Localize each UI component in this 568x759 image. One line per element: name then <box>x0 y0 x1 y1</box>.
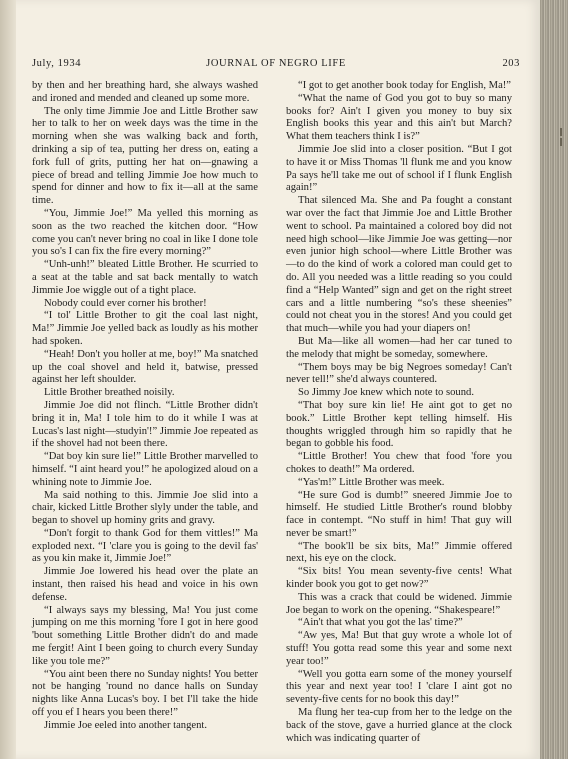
paragraph: “Dat boy kin sure lie!” Little Brother marvelled to himself. “I aint heard you!” he apologized aloud on a whining note to Jimmie Joe. <box>32 451 258 488</box>
paragraph: by then and her breathing hard, she always washed and ironed and mended and cleaned up some more. <box>32 80 258 104</box>
paragraph: “Heah! Don't you holler at me, boy!” Ma snatched up the coal shovel and held it, batwise, pressed against her left shoulder. <box>32 348 259 386</box>
paragraph: This was a crack that could be widened. Jimmie Joe began to work on the opening. “Shakespeare!” <box>286 591 512 616</box>
paragraph: So Jimmy Joe knew which note to sound. <box>298 387 474 399</box>
paragraph: That silenced Ma. She and Pa fought a constant war over the fact that Jimmie Joe and Little Brother went to school. Pa maintained a colored boy did not need high school—like Jimmie Joe was getting—nor even junior high school—where Little Brother was—to do the kind of work a colored man could get to do. All you needed was a little reading so you could find a “Help Wanted” sign and get on the right street cars and a little numbering “so's these sheenies” could not cheat you in the stores! And you could get that much—while you had your diapers on! <box>286 195 512 335</box>
paragraph: “Unh-unh!” bleated Little Brother. He scurried to a seat at the table and sat back mentally to watch Jimmie Joe wiggle out of a tight place. <box>32 259 258 296</box>
paragraph: Jimmie Joe eeled into another tangent. <box>44 719 207 731</box>
header-journal-title: JOURNAL OF NEGRO LIFE <box>206 58 346 69</box>
paragraph: “That boy sure kin lie! He aint got to get no book.” Little Brother kept telling himself. His thoughts wriggled through him so rapidly that he began to gobble his food. <box>286 399 512 450</box>
edge-mark <box>560 138 562 146</box>
header-date: July, 1934 <box>32 58 82 69</box>
paragraph: “Yas'm!” Little Brother was meek. <box>298 476 445 488</box>
paragraph: “Them boys may be big Negroes someday! Can't never tell!” she'd always countered. <box>286 361 512 386</box>
paragraph: Ma said nothing to this. Jimmie Joe slid into a chair, kicked Little Brother slyly under the table, and began to shovel up hominy grits and gravy. <box>32 489 258 527</box>
paragraph: Little Brother breathed noisily. <box>44 387 175 399</box>
paragraph: Nobody could ever corner his brother! <box>44 297 207 309</box>
paragraph: “The book'll be six bits, Ma!” Jimmie offered next, his eye on the clock. <box>286 540 512 565</box>
paragraph: “I got to get another book today for English, Ma!” <box>298 80 511 91</box>
running-header <box>32 58 520 72</box>
paragraph: “Aw yes, Ma! But that guy wrote a whole lot of stuff! You gotta read some this year and some next year too!” <box>286 630 512 667</box>
paragraph: “What the name of God you got to buy so many books for? Ain't I given you money to buy six English books this year and this ain't but March? What them teachers think I is?” <box>286 92 512 143</box>
paragraph: “I tol' Little Brother to git the coal last night, Ma!” Jimmie Joe yelled back as loudly as his mother had spoken. <box>32 310 258 347</box>
paragraph: “Ain't that what you got the las' time?” <box>298 617 463 629</box>
paragraph: “Little Brother! You chew that food 'fore you chokes to death!” Ma ordered. <box>286 451 512 475</box>
left-text-column <box>32 80 258 733</box>
paragraph: Jimmie Joe lowered his head over the plate an instant, then raised his head and voice in his own defense. <box>32 566 258 603</box>
right-text-column <box>286 80 512 745</box>
paragraph: “Six bits! You mean seventy-five cents! What kinder book you got to get now?” <box>286 566 512 591</box>
paragraph: “I always says my blessing, Ma! You just come jumping on me this morning 'fore I got in here good 'bout something Little Brother didn't do and made me fergit! Aint I been going to church every Sunday like you tole me?” <box>32 604 258 667</box>
paragraph: The only time Jimmie Joe and Little Brother saw her to talk to her on week days was the time in the morning when she was walking back and forth, drinking a sip of tea, putting her dress on, eating a fork full of grits, putting her hat on—gnawing a piece of bread and telling Jimmie Joe how much to spend for dinner and how to fix it—all at the same time. <box>32 105 258 207</box>
paragraph: “Well you gotta earn some of the money yourself this year and next year too! I 'clare I aint got no seventy-five cents for no book this day!” <box>286 668 512 706</box>
paragraph: “You aint been there no Sunday nights! You better not be hanging 'round no dance halls on Sunday nights like Anna Lucas's boy. I bet I'll take the hide off you ef I hears you been there!” <box>32 668 258 719</box>
page-gutter <box>0 0 16 759</box>
paragraph: “You, Jimmie Joe!” Ma yelled this morning as soon as the two reached the kitchen door. “How come you can't never bring no coal in like I done tole you so's I can fix the fire every morning?” <box>32 207 258 258</box>
book-page-edges <box>540 0 568 759</box>
header-page-number: 203 <box>502 58 520 69</box>
edge-mark <box>560 128 562 136</box>
paragraph: But Ma—like all women—had her car tuned to the melody that might be someday, somewhere. <box>286 335 512 360</box>
paragraph: Ma flung her tea-cup from her to the ledge on the back of the stove, gave a hurried glance at the clock which was indicating quarter of <box>286 707 512 744</box>
paragraph: “Don't forgit to thank God for them vittles!” Ma exploded next. “I 'clare you is going to the devil fas' as you kin make it, Jimmie Joe!” <box>32 527 258 565</box>
paragraph: Jimmie Joe slid into a closer position. “But I got to have it or Miss Thomas 'll flunk me and you know Pa says he'll take me out of school if I flunk English again!” <box>286 143 512 194</box>
paragraph: “He sure God is dumb!” sneered Jimmie Joe to himself. He studied Little Brother's round blobby face in contempt. “No stuff in him! That guy will never be smart!” <box>286 489 512 539</box>
paragraph: Jimmie Joe did not flinch. “Little Brother didn't bring it in, Ma! I tole him to do it while I was at Lucas's last night—studyin'!” Jimmie Joe repeated as if the shovel had not been there. <box>32 399 258 450</box>
